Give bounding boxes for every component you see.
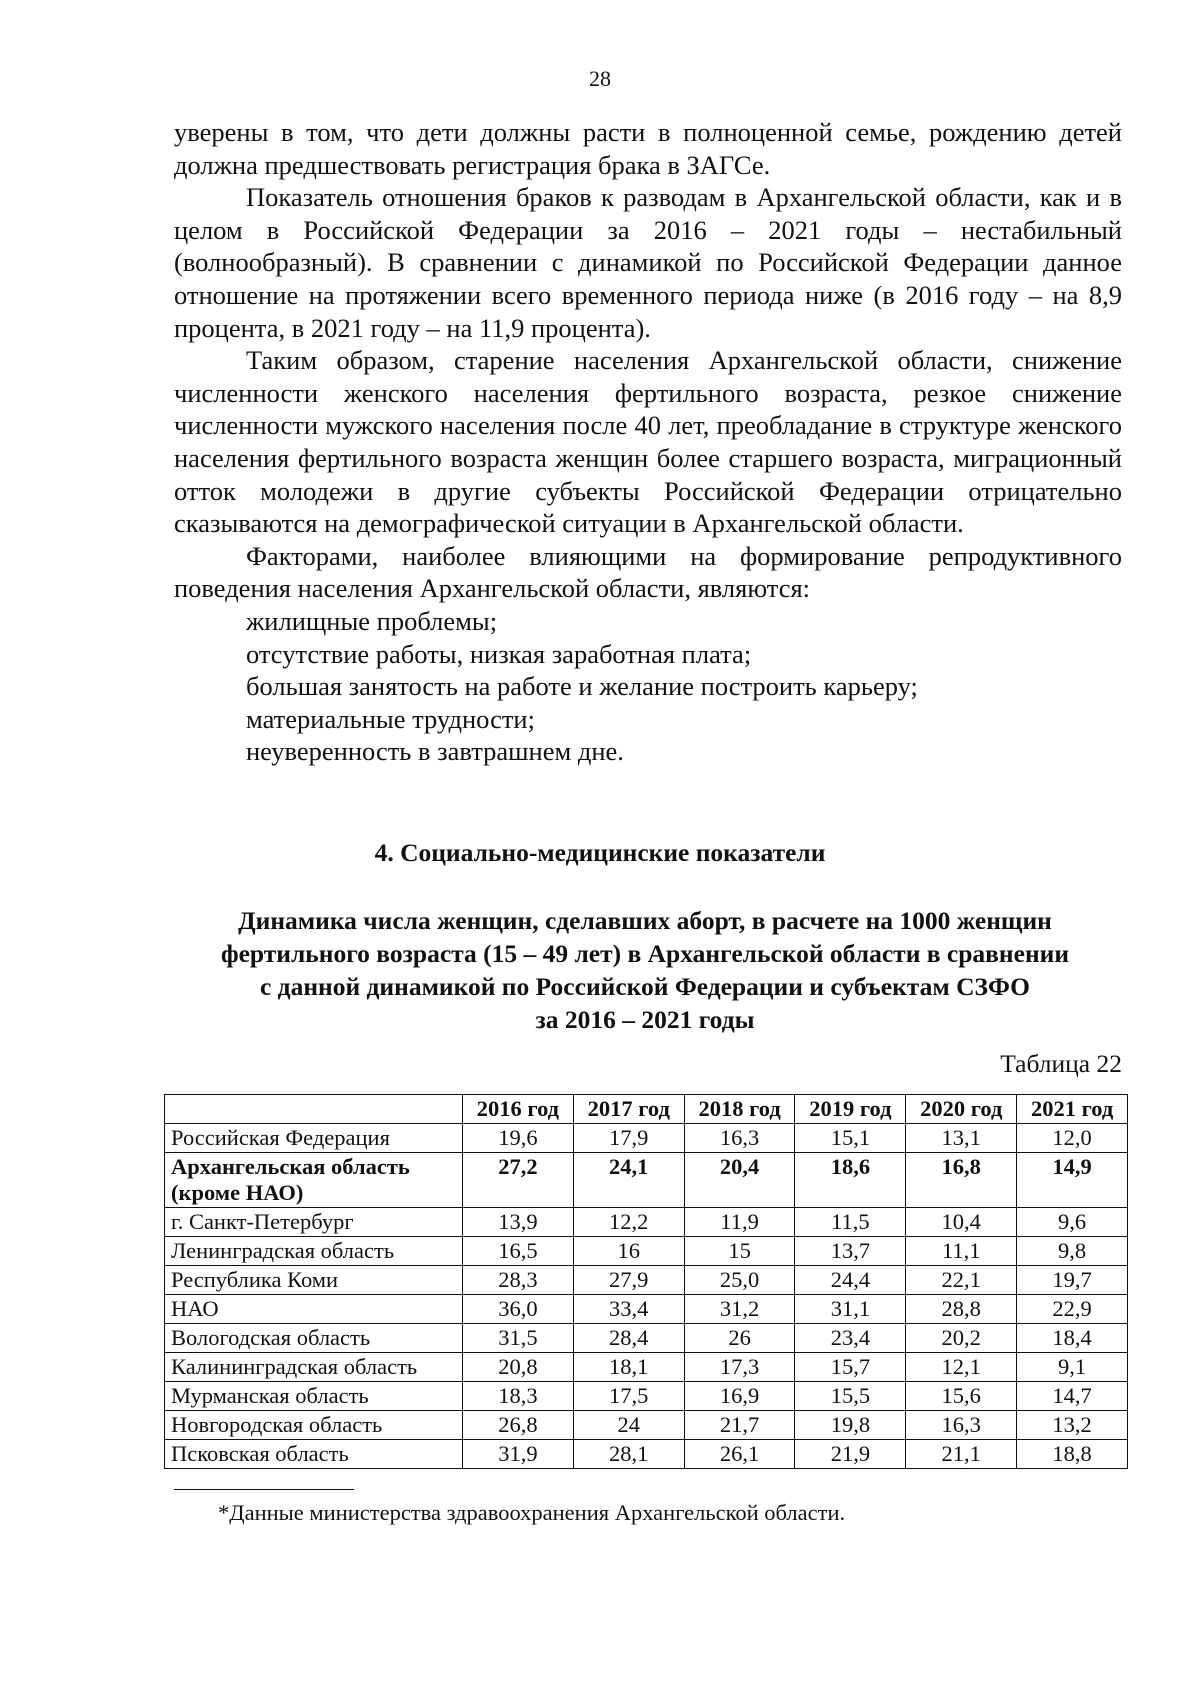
- value-cell: 31,1: [795, 1295, 906, 1324]
- value-cell: 15,7: [795, 1353, 906, 1382]
- table-title: [150, 904, 1140, 1036]
- value-cell: 15,5: [795, 1382, 906, 1411]
- region-cell: г. Санкт-Петербург: [165, 1208, 463, 1237]
- value-cell: 17,5: [573, 1382, 684, 1411]
- paragraph: Факторами, наиболее влияющими на формирование репродуктивного поведения населения Архангельской области, являются:: [174, 540, 1122, 604]
- value-cell: 24: [573, 1411, 684, 1440]
- table-title-line: с данной динамикой по Российской Федерации и субъектам СЗФО: [259, 972, 1031, 1001]
- region-cell: Российская Федерация: [165, 1124, 463, 1153]
- paragraph: уверены в том, что дети должны расти в полноценной семье, рождению детей должна предшествовать регистрация брака в ЗАГСе.: [174, 117, 1122, 180]
- region-cell: Вологодская область: [165, 1324, 463, 1353]
- table-row: [165, 1411, 1128, 1440]
- body-text: [174, 116, 1122, 768]
- value-cell: 19,6: [463, 1124, 574, 1153]
- region-cell: Калининградская область: [165, 1353, 463, 1382]
- column-header-2019: 2019 год: [795, 1095, 906, 1124]
- value-cell: 12,1: [906, 1353, 1017, 1382]
- table-body: [165, 1124, 1128, 1469]
- table-title-line: фертильного возраста (15 – 49 лет) в Архангельской области в сравнении: [220, 939, 1070, 968]
- value-cell: 9,1: [1017, 1353, 1128, 1382]
- column-header-2021: 2021 год: [1017, 1095, 1128, 1124]
- value-cell: 18,3: [463, 1382, 574, 1411]
- value-cell: 26,1: [684, 1440, 795, 1469]
- region-cell: Новгородская область: [165, 1411, 463, 1440]
- table-row: [165, 1208, 1128, 1237]
- list-item: жилищные проблемы;: [246, 605, 498, 636]
- table-row: [165, 1266, 1128, 1295]
- table-row: [165, 1382, 1128, 1411]
- value-cell: 13,1: [906, 1124, 1017, 1153]
- value-cell: 16,3: [684, 1124, 795, 1153]
- value-cell: 16,5: [463, 1237, 574, 1266]
- value-cell: 28,1: [573, 1440, 684, 1469]
- value-cell: 24,1: [573, 1153, 684, 1208]
- value-cell: 18,6: [795, 1153, 906, 1208]
- value-cell: 24,4: [795, 1266, 906, 1295]
- value-cell: 11,5: [795, 1208, 906, 1237]
- table-row: [165, 1237, 1128, 1266]
- value-cell: 25,0: [684, 1266, 795, 1295]
- value-cell: 27,2: [463, 1153, 574, 1208]
- table-row: [165, 1124, 1128, 1153]
- region-cell: Ленинградская область: [165, 1237, 463, 1266]
- column-header-2020: 2020 год: [906, 1095, 1017, 1124]
- value-cell: 20,2: [906, 1324, 1017, 1353]
- value-cell: 17,9: [573, 1124, 684, 1153]
- value-cell: 28,4: [573, 1324, 684, 1353]
- value-cell: 11,9: [684, 1208, 795, 1237]
- value-cell: 9,6: [1017, 1208, 1128, 1237]
- value-cell: 27,9: [573, 1266, 684, 1295]
- value-cell: 23,4: [795, 1324, 906, 1353]
- column-header-region: [165, 1095, 463, 1124]
- region-cell: Республика Коми: [165, 1266, 463, 1295]
- table-row: [165, 1440, 1128, 1469]
- value-cell: 21,1: [906, 1440, 1017, 1469]
- value-cell: 19,7: [1017, 1266, 1128, 1295]
- column-header-2017: 2017 год: [573, 1095, 684, 1124]
- value-cell: 13,9: [463, 1208, 574, 1237]
- value-cell: 16: [573, 1237, 684, 1266]
- value-cell: 15: [684, 1237, 795, 1266]
- value-cell: 9,8: [1017, 1237, 1128, 1266]
- value-cell: 15,6: [906, 1382, 1017, 1411]
- value-cell: 12,0: [1017, 1124, 1128, 1153]
- value-cell: 26: [684, 1324, 795, 1353]
- column-header-2016: 2016 год: [463, 1095, 574, 1124]
- table-row: [165, 1353, 1128, 1382]
- table-title-line: за 2016 – 2021 годы: [535, 1005, 755, 1034]
- column-header-2018: 2018 год: [684, 1095, 795, 1124]
- table-row: [165, 1324, 1128, 1353]
- value-cell: 14,7: [1017, 1382, 1128, 1411]
- section-heading: 4. Социально-медицинские показатели: [374, 838, 826, 867]
- region-cell: Псковская область: [165, 1440, 463, 1469]
- value-cell: 12,2: [573, 1208, 684, 1237]
- value-cell: 10,4: [906, 1208, 1017, 1237]
- list-item: материальные трудности;: [246, 703, 535, 734]
- abortion-rate-table: [164, 1094, 1128, 1469]
- value-cell: 17,3: [684, 1353, 795, 1382]
- value-cell: 20,8: [463, 1353, 574, 1382]
- value-cell: 13,2: [1017, 1411, 1128, 1440]
- value-cell: 18,8: [1017, 1440, 1128, 1469]
- value-cell: 22,9: [1017, 1295, 1128, 1324]
- value-cell: 36,0: [463, 1295, 574, 1324]
- footnote: *Данные министерства здравоохранения Архангельской области.: [218, 1500, 846, 1525]
- value-cell: 16,9: [684, 1382, 795, 1411]
- value-cell: 28,3: [463, 1266, 574, 1295]
- region-cell: НАО: [165, 1295, 463, 1324]
- value-cell: 16,3: [906, 1411, 1017, 1440]
- table-title-line: Динамика числа женщин, сделавших аборт, в расчете на 1000 женщин: [238, 906, 1052, 935]
- value-cell: 19,8: [795, 1411, 906, 1440]
- value-cell: 33,4: [573, 1295, 684, 1324]
- value-cell: 14,9: [1017, 1153, 1128, 1208]
- value-cell: 11,1: [906, 1237, 1017, 1266]
- value-cell: 22,1: [906, 1266, 1017, 1295]
- value-cell: 13,7: [795, 1237, 906, 1266]
- paragraph: Таким образом, старение населения Архангельской области, снижение численности женского населения фертильного возраста, резкое снижение численности мужского населения после 40 лет, преобладание в структуре женского населения фертильного возраста женщин более старшего возраста, миграционный отток молодежи в другие субъекты Российской Федерации отрицательно сказываются на демографической ситуации в Архангельской области.: [174, 345, 1122, 539]
- region-cell: Архангельская область (кроме НАО): [165, 1153, 463, 1208]
- list-item: отсутствие работы, низкая заработная плата;: [246, 638, 752, 669]
- table-header-row: [165, 1095, 1128, 1124]
- value-cell: 21,9: [795, 1440, 906, 1469]
- table-row: [165, 1153, 1128, 1208]
- list-item: большая занятость на работе и желание построить карьеру;: [246, 671, 918, 702]
- value-cell: 31,9: [463, 1440, 574, 1469]
- table-row: [165, 1295, 1128, 1324]
- paragraph: Показатель отношения браков к разводам в Архангельской области, как и в целом в Российской Федерации за 2016 – 2021 годы – нестабильный (волнообразный). В сравнении с динамикой по Российской Федерации данное отношение на протяжении всего временного периода ниже (в 2016 году – на 8,9 процента, в 2021 году – на 11,9 процента).: [174, 182, 1122, 343]
- value-cell: 18,1: [573, 1353, 684, 1382]
- value-cell: 21,7: [684, 1411, 795, 1440]
- value-cell: 26,8: [463, 1411, 574, 1440]
- value-cell: 18,4: [1017, 1324, 1128, 1353]
- value-cell: 31,2: [684, 1295, 795, 1324]
- table-label: Таблица 22: [1000, 1049, 1122, 1078]
- value-cell: 31,5: [463, 1324, 574, 1353]
- value-cell: 20,4: [684, 1153, 795, 1208]
- value-cell: 16,8: [906, 1153, 1017, 1208]
- value-cell: 28,8: [906, 1295, 1017, 1324]
- footnote-rule: [174, 1489, 354, 1490]
- region-cell: Мурманская область: [165, 1382, 463, 1411]
- page-number: 28: [589, 66, 611, 91]
- list-item: неуверенность в завтрашнем дне.: [246, 736, 624, 767]
- value-cell: 15,1: [795, 1124, 906, 1153]
